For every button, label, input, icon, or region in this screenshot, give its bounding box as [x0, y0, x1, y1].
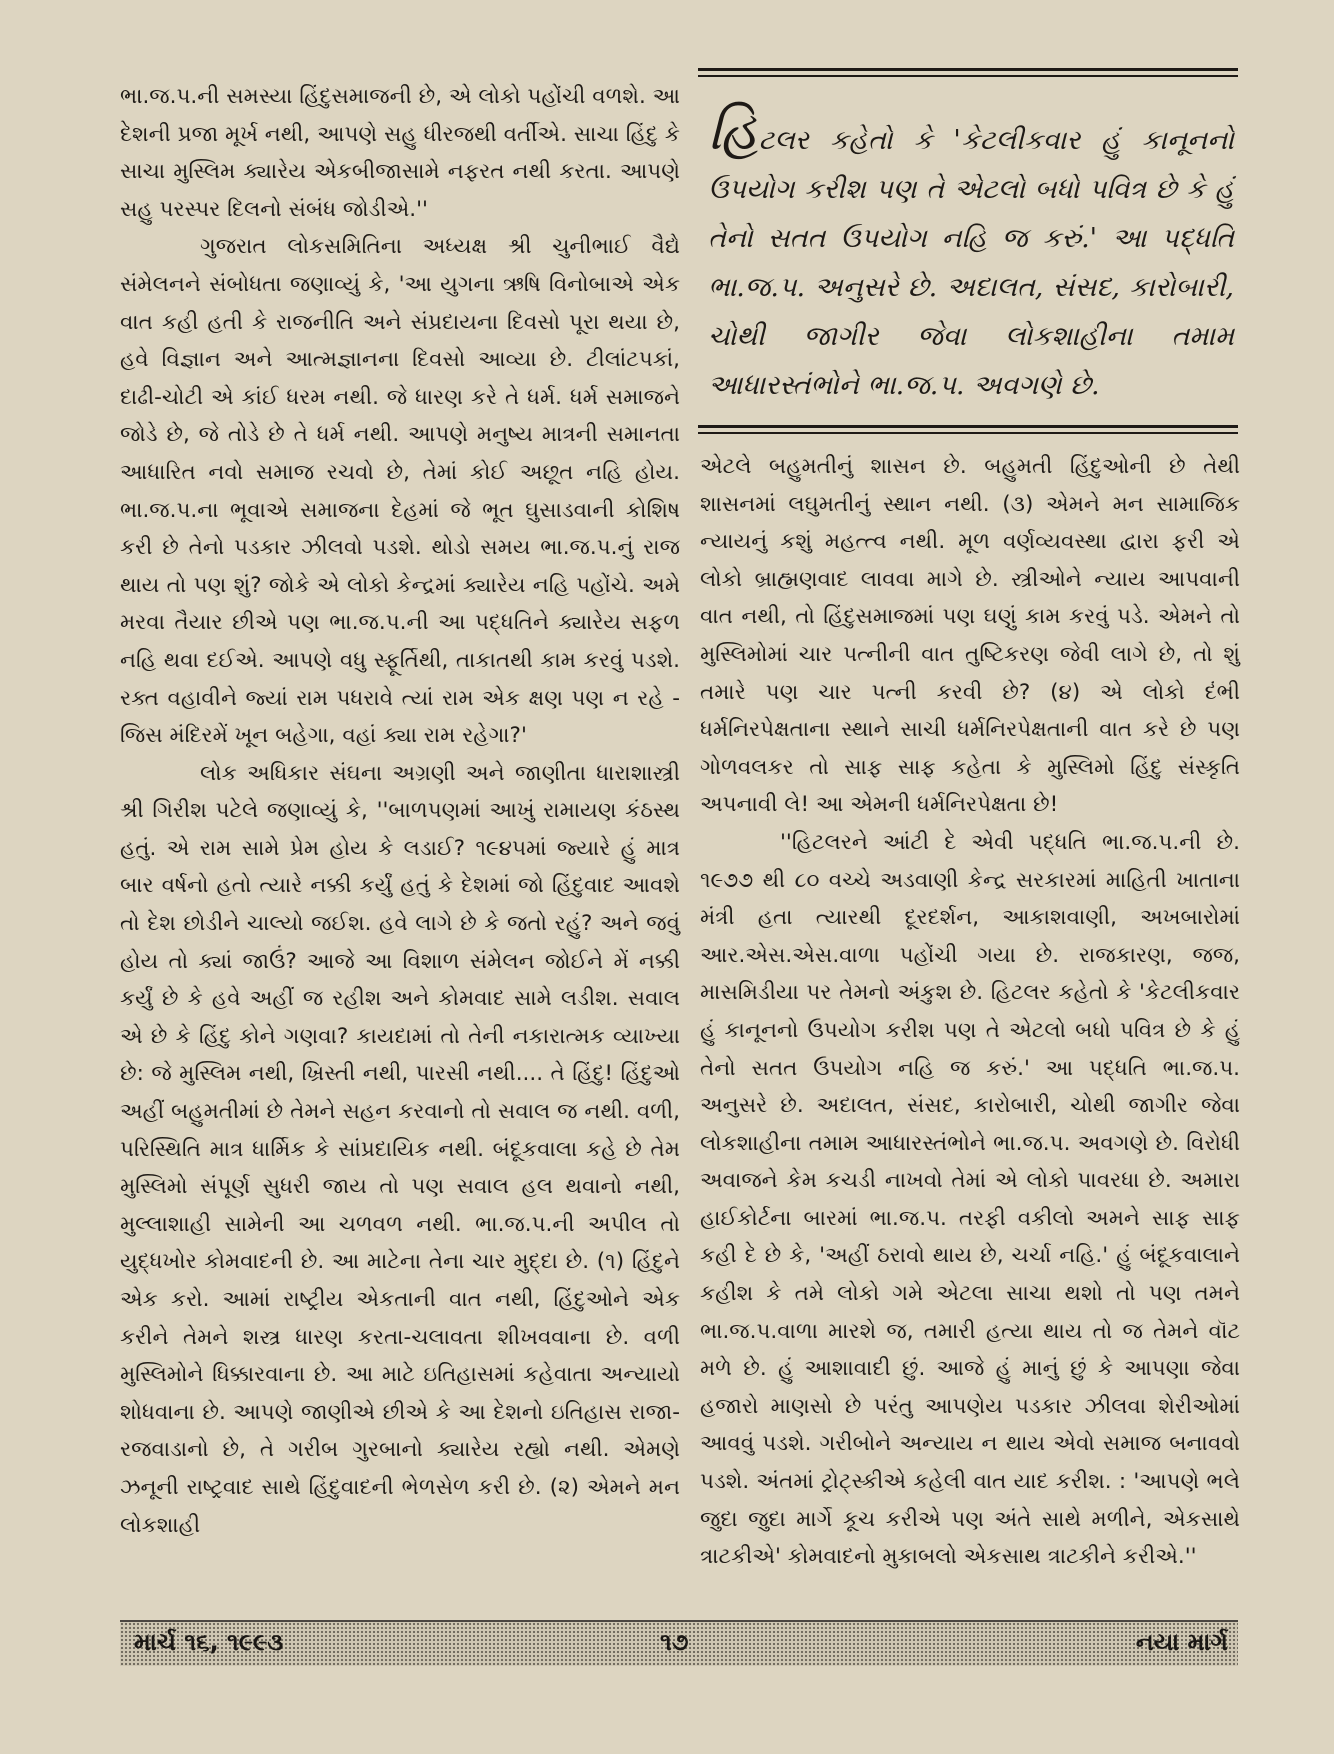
- bottom-rule-thin: [698, 432, 1238, 434]
- top-rule: [698, 68, 1238, 71]
- drop-cap: હિ: [708, 99, 759, 162]
- right-column: [700, 448, 1240, 1576]
- pull-quote-text: ટલર કહેતો કે 'કેટલીકવાર હું કાનૂનનો ઉપયોગ કરીશ પણ તે એટલો બધો પવિત્ર છે કે હું તેનો સતત ઉપયોગ નહિ જ કરું.' આ પદ્ધતિ ભા.જ.પ. અનુસરે છે. અદાલત, સંસદ, કારોબારી, ચોથી જાગીર જેવા લોકશાહીના તમામ આધારસ્તંભોને ભા.જ.પ. અવગણે છે.: [708, 125, 1234, 401]
- magazine-name: નયા માર્ગ: [1135, 1628, 1228, 1656]
- paragraph: ''હિટલરને આંટી દે એવી પદ્ધતિ ભા.જ.પ.ની છે. ૧૯૭૭ થી ૮૦ વચ્ચે અડવાણી કેન્દ્ર સરકારમાં માહિતી ખાતાના મંત્રી હતા ત્યારથી દૂરદર્શન, આકાશવાણી, અખબારોમાં આર.એસ.એસ.વાળા પહોંચી ગયા છે. રાજકારણ, જજ, માસમિડીયા પર તેમનો અંકુશ છે. હિટલર કહેતો કે 'કેટલીકવાર હું કાનૂનનો ઉપયોગ કરીશ પણ તે એટલો બધો પવિત્ર છે કે હું તેનો સતત ઉપયોગ નહિ જ કરું.' આ પદ્ધતિ ભા.જ.પ. અનુસરે છે. અદાલત, સંસદ, કારોબારી, ચોથી જાગીર જેવા લોકશાહીના તમામ આધારસ્તંભોને ભા.જ.પ. અવગણે છે. વિરોધી અવાજને કેમ કચડી નાખવો તેમાં એ લોકો પાવરધા છે. અમારા હાઈકોર્ટના બારમાં ભા.જ.પ. તરફી વકીલો અમને સાફ સાફ કહી દે છે કે, 'અહીં ઠરાવો થાય છે, ચર્ચા નહિ.' હું બંદૂકવાલાને કહીશ કે તમે લોકો ગમે એટલા સાચા થશો તો પણ તમને ભા.જ.પ.વાળા મારશે જ, તમારી હત્યા થાય તો જ તેમને વૉટ મળે છે. હું આશાવાદી છું. આજે હું માનું છું કે આપણા જેવા હજારો માણસો છે પરંતુ આપણેય પડકાર ઝીલવા શેરીઓમાં આવવું પડશે. ગરીબોને અન્યાય ન થાય એવો સમાજ બનાવવો પડશે. અંતમાં ટ્રોટ્સ્કીએ કહેલી વાત યાદ કરીશ. : 'આપણે ભલે જુદા જુદા માર્ગે કૂચ કરીએ પણ અંતે સાથે મળીને, એકસાથે ત્રાટકીએ' કોમવાદનો મુકાબલો એકસાથ ત્રાટકીને કરીએ.'': [700, 829, 1240, 1570]
- bottom-rule: [698, 425, 1238, 428]
- issue-date: માર્ચ ૧૬, ૧૯૯૩: [134, 1628, 284, 1656]
- pull-quote-box: [698, 68, 1238, 440]
- page-number: ૧૭: [660, 1628, 689, 1656]
- paragraph: ભા.જ.પ.ની સમસ્યા હિંદુસમાજની છે, એ લોકો પહોંચી વળશે. આ દેશની પ્રજા મૂર્ખ નથી, આપણે સહુ ધીરજથી વર્તીએ. સાચા હિંદુ કે સાચા મુસ્લિમ ક્યારેય એકબીજાસામે નફરત નથી કરતા. આપણે સહુ પરસ્પર દિલનો સંબંધ જોડીએ.'': [120, 84, 680, 222]
- top-rule-thin: [698, 75, 1238, 77]
- paragraph: લોક અધિકાર સંઘના અગ્રણી અને જાણીતા ધારાશાસ્ત્રી શ્રી ગિરીશ પટેલે જણાવ્યું કે, ''બાળપણમાં આખું રામાયણ કંઠસ્થ હતું. એ રામ સામે પ્રેમ હોય કે લડાઈ? ૧૯૪૫માં જ્યારે હું માત્ર બાર વર્ષનો હતો ત્યારે નક્કી કર્યું હતું કે દેશમાં જો હિંદુવાદ આવશે તો દેશ છોડીને ચાલ્યો જઈશ. હવે લાગે છે કે જતો રહું? અને જવું હોય તો ક્યાં જાઉં? આજે આ વિશાળ સંમેલન જોઈને મેં નક્કી કર્યું છે કે હવે અહીં જ રહીશ અને કોમવાદ સામે લડીશ. સવાલ એ છે કે હિંદુ કોને ગણવા? કાયદામાં તો તેની નકારાત્મક વ્યાખ્યા છે: જે મુસ્લિમ નથી, ખ્રિસ્તી નથી, પારસી નથી.... તે હિંદુ! હિંદુઓ અહીં બહુમતીમાં છે તેમને સહન કરવાનો તો સવાલ જ નથી. વળી, પરિસ્થિતિ માત્ર ધાર્મિક કે સાંપ્રદાયિક નથી. બંદૂકવાલા કહે છે તેમ મુસ્લિમો સંપૂર્ણ સુધરી જાય તો પણ સવાલ હલ થવાનો નથી, મુલ્લાશાહી સામેની આ ચળવળ નથી. ભા.જ.પ.ની અપીલ તો યુદ્ધખોર કોમવાદની છે. આ માટેના તેના ચાર મુદ્દા છે. (૧) હિંદુને એક કરો. આમાં રાષ્ટ્રીય એકતાની વાત નથી, હિંદુઓને એક કરીને તેમને શસ્ત્ર ધારણ કરતા-ચલાવતા શીખવવાના છે. વળી મુસ્લિમોને ધિક્કારવાના છે. આ માટે ઇતિહાસમાં કહેવાતા અન્યાયો શોધવાના છે. આપણે જાણીએ છીએ કે આ દેશનો ઇતિહાસ રાજા-રજવાડાનો છે, તે ગરીબ ગુરબાનો ક્યારેય રહ્યો નથી. એમણે ઝનૂની રાષ્ટ્રવાદ સાથે હિંદુવાદની ભેળસેળ કરી છે. (૨) એમને મન લોકશાહી: [120, 760, 680, 1538]
- left-column: [120, 78, 680, 1544]
- page-footer: [120, 1620, 1238, 1666]
- paragraph: ગુજરાત લોકસમિતિના અધ્યક્ષ શ્રી ચુનીભાઈ વૈદ્યે સંમેલનને સંબોધતા જણાવ્યું કે, 'આ યુગના ઋષિ વિનોબાએ એક વાત કહી હતી કે રાજનીતિ અને સંપ્રદાયના દિવસો પૂરા થયા છે, હવે વિજ્ઞાન અને આત્મજ્ઞાનના દિવસો આવ્યા છે. ટીલાંટપકાં, દાઢી-ચોટી એ કાંઈ ધરમ નથી. જે ધારણ કરે તે ધર્મ. ધર્મ સમાજને જોડે છે, જે તોડે છે તે ધર્મ નથી. આપણે મનુષ્ય માત્રની સમાનતા આધારિત નવો સમાજ રચવો છે, તેમાં કોઈ અછૂત નહિ હોય. ભા.જ.પ.ના ભૂવાએ સમાજના દેહમાં જે ભૂત ઘુસાડવાની કોશિષ કરી છે તેનો પડકાર ઝીલવો પડશે. થોડો સમય ભા.જ.પ.નું રાજ થાય તો પણ શું? જોકે એ લોકો કેન્દ્રમાં ક્યારેય નહિ પહોંચે. અમે મરવા તૈયાર છીએ પણ ભા.જ.પ.ની આ પદ્ધતિને ક્યારેય સફળ નહિ થવા દઈએ. આપણે વધુ સ્ફૂર્તિથી, તાકાતથી કામ કરવું પડશે. રક્ત વહાવીને જ્યાં રામ પધરાવે ત્યાં રામ એક ક્ષણ પણ ન રહે - જિસ મંદિરમેં ખૂન બહેગા, વહાં ક્યા રામ રહેગા?': [120, 234, 680, 749]
- pull-quote: [708, 99, 1234, 410]
- paragraph: એટલે બહુમતીનું શાસન છે. બહુમતી હિંદુઓની છે તેથી શાસનમાં લઘુમતીનું સ્થાન નથી. (૩) એમને મન સામાજિક ન્યાયનું કશું મહત્ત્વ નથી. મૂળ વર્ણવ્યવસ્થા દ્વારા ફરી એ લોકો બ્રાહ્મણવાદ લાવવા માગે છે. સ્ત્રીઓને ન્યાય આપવાની વાત નથી, તો હિંદુસમાજમાં પણ ઘણું કામ કરવું પડે. એમને તો મુસ્લિમોમાં ચાર પત્નીની વાત તુષ્ટિકરણ જેવી લાગે છે, તો શું તમારે પણ ચાર પત્ની કરવી છે? (૪) એ લોકો દંભી ધર્મનિરપેક્ષતાના સ્થાને સાચી ધર્મનિરપેક્ષતાની વાત કરે છે પણ ગોળવલકર તો સાફ સાફ કહેતા કે મુસ્લિમો હિંદુ સંસ્કૃતિ અપનાવી લે! આ એમની ધર્મનિરપેક્ષતા છે!: [700, 454, 1240, 818]
